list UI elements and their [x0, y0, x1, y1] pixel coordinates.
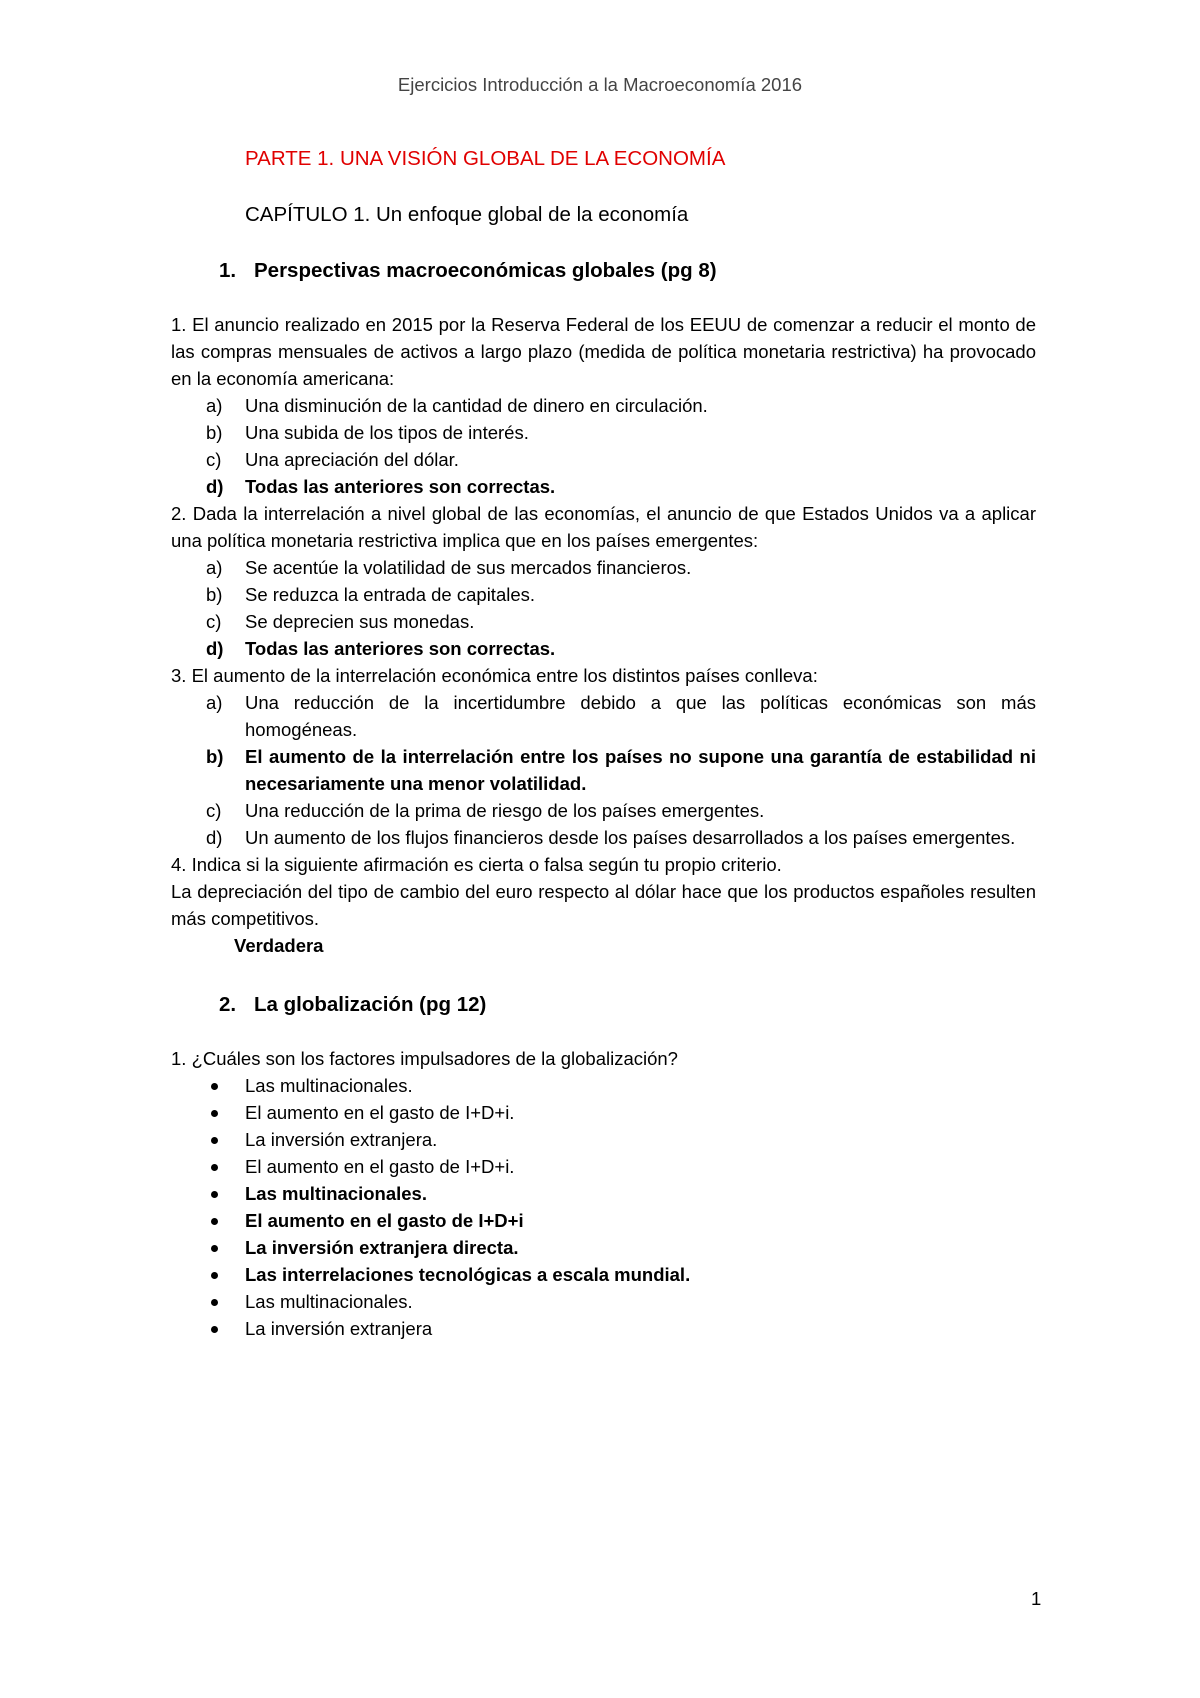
option-c: c) Una apreciación del dólar.	[206, 449, 459, 470]
part-title: PARTE 1. UNA VISIÓN GLOBAL DE LA ECONOMÍA	[245, 147, 726, 170]
page-header: Ejercicios Introducción a la Macroeconomía 2016	[397, 74, 803, 95]
bullet-item: El aumento en el gasto de I+D+i.	[171, 1153, 1036, 1180]
bullet-icon	[211, 1083, 218, 1090]
bullet-item: El aumento en el gasto de I+D+i.	[171, 1099, 1036, 1126]
question-1-3-options	[171, 689, 1036, 851]
bullet-group-2	[171, 1126, 1036, 1180]
option-d: d) Un aumento de los flujos financieros desde los países desarrollados a los países emergentes.	[206, 827, 1016, 848]
bullet-icon	[211, 1299, 218, 1306]
question-1-4: 4. Indica si la siguiente afirmación es cierta o falsa según tu propio criterio.	[171, 854, 782, 875]
page-number: 1	[1031, 1588, 1042, 1609]
option-b: b) Se reduzca la entrada de capitales.	[206, 584, 536, 605]
bullet-item: La inversión extranjera.	[171, 1126, 1036, 1153]
option-d-correct: d) Todas las anteriores son correctas.	[206, 638, 556, 659]
bullet-item: Las multinacionales.	[171, 1180, 1036, 1207]
option-a: a) Una disminución de la cantidad de dinero en circulación.	[206, 395, 708, 416]
bullet-item: Las multinacionales.	[171, 1288, 1036, 1315]
bullet-icon	[211, 1191, 218, 1198]
section-2-title	[219, 991, 1036, 1019]
bullet-group-3-correct	[171, 1180, 1036, 1288]
question-1-1-options	[171, 392, 1036, 500]
option-a: a) Se acentúe la volatilidad de sus mercados financieros.	[206, 557, 692, 578]
question-1-2: 2. Dada la interrelación a nivel global de las economías, el anuncio de que Estados Unidos va a aplicar una política monetaria restrictiva implica que en los países emergentes:	[171, 503, 1036, 551]
option-b-correct: b) El aumento de la interrelación entre los países no supone una garantía de estabilidad ni necesariamente una menor volatilidad.	[206, 746, 1036, 794]
bullet-item: La inversión extranjera	[171, 1315, 1036, 1342]
bullet-icon	[211, 1245, 218, 1252]
bullet-item: El aumento en el gasto de I+D+i	[171, 1207, 1036, 1234]
bullet-icon	[211, 1326, 218, 1333]
bullet-icon	[211, 1110, 218, 1117]
document-body	[171, 145, 1036, 1342]
chapter-title: CAPÍTULO 1. Un enfoque global de la economía	[245, 203, 689, 226]
question-1-3: 3. El aumento de la interrelación económica entre los distintos países conlleva:	[171, 665, 818, 686]
bullet-icon	[211, 1137, 218, 1144]
option-d-correct: d) Todas las anteriores son correctas.	[206, 476, 556, 497]
section-1-title	[219, 257, 1036, 285]
bullet-icon	[211, 1272, 218, 1279]
option-c: c) Se deprecien sus monedas.	[206, 611, 475, 632]
bullet-group-4	[171, 1288, 1036, 1342]
question-1-1: 1. El anuncio realizado en 2015 por la Reserva Federal de los EEUU de comenzar a reducir el monto de las compras mensuales de activos a largo plazo (medida de política monetaria restrictiva) ha provocado en la economía americana:	[171, 314, 1036, 389]
bullet-icon	[211, 1218, 218, 1225]
option-a: a) Una reducción de la incertidumbre debido a que las políticas económicas son más homogéneas.	[206, 692, 1036, 740]
question-1-4-statement: La depreciación del tipo de cambio del euro respecto al dólar hace que los productos españoles resulten más competitivos.	[171, 881, 1036, 929]
section-number: 2.	[219, 993, 237, 1016]
bullet-item: Las multinacionales.	[171, 1072, 1036, 1099]
bullet-item: La inversión extranjera directa.	[171, 1234, 1036, 1261]
section-number: 1.	[219, 259, 237, 282]
bullet-item: Las interrelaciones tecnológicas a escala mundial.	[171, 1261, 1036, 1288]
question-1-2-options	[171, 554, 1036, 662]
section-title-text: La globalización (pg 12)	[254, 993, 487, 1016]
question-2-1: 1. ¿Cuáles son los factores impulsadores de la globalización?	[171, 1048, 678, 1069]
option-c: c) Una reducción de la prima de riesgo de los países emergentes.	[206, 800, 765, 821]
bullet-group-1	[171, 1072, 1036, 1126]
section-title-text: Perspectivas macroeconómicas globales (pg 8)	[254, 259, 717, 282]
bullet-icon	[211, 1164, 218, 1171]
option-b: b) Una subida de los tipos de interés.	[206, 422, 529, 443]
question-1-4-answer: Verdadera	[234, 935, 324, 956]
